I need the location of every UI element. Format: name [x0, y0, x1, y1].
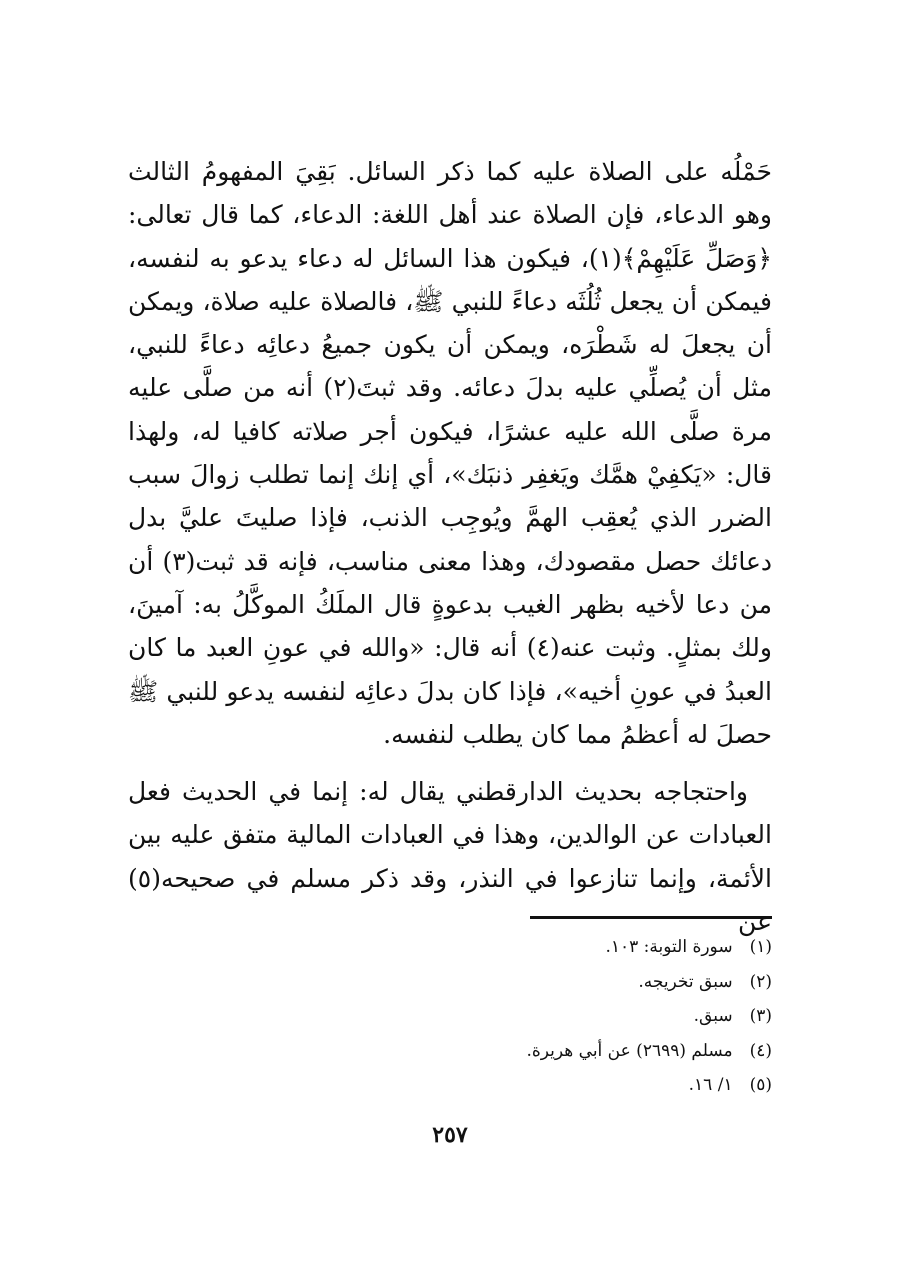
footnote-number: (٥) — [749, 1075, 772, 1095]
footnote-item — [372, 965, 772, 1000]
page-number: ٢٥٧ — [432, 1122, 468, 1148]
footnote-text: ١/ ١٦. — [688, 1075, 733, 1095]
footnote-number: (٢) — [749, 971, 772, 992]
footnote-number: (٤) — [749, 1040, 772, 1061]
footnote-number: (٣) — [749, 1006, 772, 1026]
footnote-item — [372, 1034, 772, 1069]
body-paragraph-2: واحتجاجه بحديث الدارقطني يقال له: إنما في الحديث فعل العبادات عن الوالدين، وهذا في العبادات المالية متفق عليه بين الأئمة، وإنما تنازعوا في النذر، وقد ذكر مسلم في صحيحه(٥) عن — [128, 777, 772, 937]
footnote-text: سبق تخريجه. — [638, 971, 733, 992]
footnote-separator — [530, 916, 772, 919]
footnote-item — [372, 1068, 772, 1103]
footnote-item — [372, 930, 772, 965]
footnote-item — [372, 999, 772, 1034]
footnote-number: (١) — [749, 937, 772, 957]
footnotes-list — [372, 930, 772, 1103]
footnote-text: سورة التوبة: ١٠٣. — [605, 937, 733, 957]
footnote-text: سبق. — [693, 1006, 733, 1026]
footnote-text: مسلم (٢٦٩٩) عن أبي هريرة. — [526, 1040, 733, 1061]
main-text — [128, 150, 772, 943]
body-paragraph-1: حَمْلُه على الصلاة عليه كما ذكر السائل. بَقِيَ المفهومُ الثالث وهو الدعاء، فإن الصلاة عند أهل اللغة: الدعاء، كما قال تعالى: ﴿وَصَلِّ عَلَيْهِمْ﴾(١)، فيكون هذا السائل له دعاء يدعو به لنفسه، فيمكن أن يجعل ثُلُثَه دعاءً للنبي ﷺ، فالصلاة عليه صلاة، ويمكن أن يجعلَ له شَطْرَه، ويمكن أن يكون جميعُ دعائِه دعاءً للنبي، مثل أن يُصلِّي عليه بدلَ دعائه. وقد ثبتَ(٢) أنه من صلَّى عليه مرة صلَّى الله عليه عشرًا، فيكون أجر صلاته كافيا له، ولهذا قال: «يَكفِيْ همَّك ويَغفِر ذنبَك»، أي إنك إنما تطلب زوالَ سبب الضرر الذي يُعقِب الهمَّ ويُوجِب الذنب، فإذا صليتَ عليَّ بدل دعائك حصل مقصودك، وهذا معنى مناسب، فإنه قد ثبت(٣) أن من دعا لأخيه بظهر الغيب بدعوةٍ قال الملَكُ الموكَّلُ به: آمينَ، ولك بمثلٍ. وثبت عنه(٤) أنه قال: «والله في عونِ العبد ما كان العبدُ في عونِ أخيه»، فإذا كان بدلَ دعائِه لنفسه يدعو للنبي ﷺ حصلَ له أعظمُ مما كان يطلب لنفسه. — [128, 157, 772, 749]
